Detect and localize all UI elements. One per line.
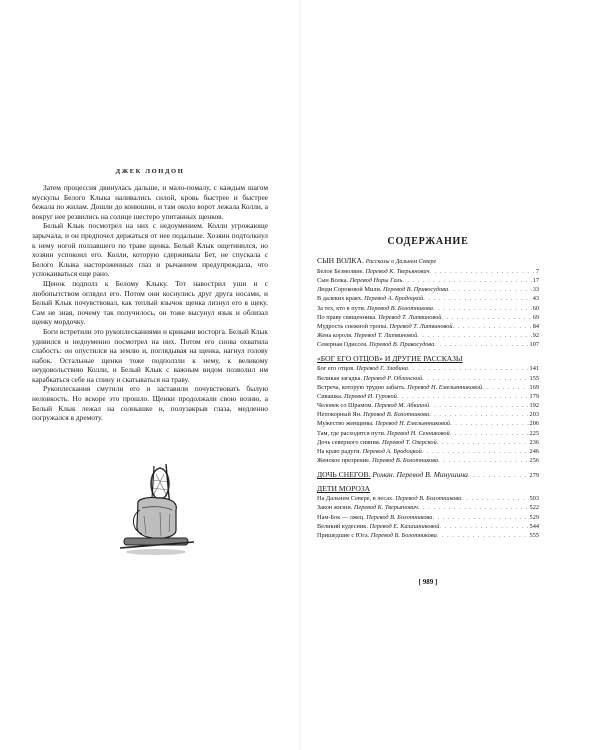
toc-entry[interactable]: Великий кудесник. Перевод Е. Калашниковой . . . 544 [317, 522, 539, 531]
page-number: 522 [529, 504, 539, 512]
toc-entry[interactable]: Нам-Бок — лжец. Перевод В. Болотникова . . . 529 [317, 513, 539, 522]
paragraph: Белый Клык посмотрел на них с недоумением. Колли угрожающе зарычала, и он предпочел держаться от нее подальше. Хозяин подтолкнул к нему ногой ползавшего по траве щенка. Белый Клык ощетинился, но хозяин успокоил его. Колли, которую сдерживала Бет, не спускала с Белого Клыка настороженных глаз и рычанием предупреждала, что успокаиваться еще рано. [32, 221, 268, 279]
page-number: 279 [529, 472, 539, 480]
toc-entry[interactable]: Человек со Шрамом. Перевод М. Абкиной . . . 192 [317, 401, 539, 410]
toc-entry[interactable]: Сивашка. Перевод И. Гуровой . . . 179 [317, 392, 539, 401]
toc-entry[interactable]: По праву священника. Перевод Т. Литвиновой . . . 69 [317, 313, 539, 322]
page-number: 33 [532, 286, 539, 294]
toc-title: СОДЕРЖАНИЕ [387, 236, 469, 247]
backpack-icon [120, 460, 196, 560]
section-heading: ДЕТИ МОРОЗА [317, 484, 371, 494]
toc-entry[interactable]: Жена короля. Перевод Т. Литвиновой . . . 92 [317, 331, 539, 340]
section-subtitle: Рассказы о Дальнем Севере [365, 259, 437, 265]
page-number: 555 [529, 531, 539, 539]
toc-entry[interactable]: На Дальнем Севере, в лесах. Перевод В. Болотникова . . . 503 [317, 494, 539, 503]
toc-section [317, 470, 539, 480]
page-number: 60 [532, 304, 539, 312]
toc-entry[interactable]: Женское презрение. Перевод В. Болотникова . . . 256 [317, 456, 539, 465]
toc-entry[interactable]: Белое Безмолвие. Перевод К. Тверьянович . . . 7 [317, 267, 539, 276]
page-number: 84 [532, 322, 539, 330]
page-number: 69 [532, 313, 539, 321]
toc-entry[interactable]: Мудрость снежной тропы. Перевод Т. Литвиновой . . . 84 [317, 322, 539, 331]
page-number: 225 [529, 429, 539, 437]
page-number: 236 [529, 438, 539, 446]
table-of-contents [317, 256, 539, 545]
page-number: 179 [529, 392, 539, 400]
toc-entry[interactable]: За тех, кто в пути. Перевод В. Болотникова . . . 60 [317, 304, 539, 313]
page-number: 203 [529, 411, 539, 419]
toc-entry[interactable]: Там, где расходятся пути. Перевод Н. Сенниковой . . . 225 [317, 429, 539, 438]
page-number: 169 [529, 383, 539, 391]
toc-entry[interactable]: Бог его отцов. Перевод Г. Злобина . . . 141 [317, 364, 539, 373]
toc-section [317, 256, 539, 349]
right-page [301, 0, 600, 750]
page-number: 107 [529, 341, 539, 349]
section-heading [317, 256, 539, 267]
toc-section [317, 484, 539, 540]
page-number: 246 [529, 447, 539, 455]
page-number: 155 [529, 374, 539, 382]
body-text [32, 183, 268, 423]
toc-entry[interactable]: В далеких краях. Перевод А. Бродоцкой . . . 43 [317, 294, 539, 303]
section-title: СЫН ВОЛКА. [317, 256, 364, 265]
page-number: 92 [532, 332, 539, 340]
toc-entry[interactable]: Непокорный Ян. Перевод В. Болотникова . . . 203 [317, 410, 539, 419]
page-number: 544 [529, 522, 539, 530]
page-number: 192 [529, 402, 539, 410]
paragraph: Щенок подполз к Белому Клыку. Тот навострил уши и с любопытством оглядел его. Потом они коснулись друг друга носами, и Белый Клык почувствовал, как теплый язычок щенка лизнул его в щеку. Сам не зная, почему так получилось, он тоже высунул язык и облизал щенку мордочку. [32, 278, 268, 327]
page-number: 529 [529, 513, 539, 521]
toc-entry[interactable]: На краю радуги. Перевод А. Бродоцкой . . . 246 [317, 447, 539, 456]
page-number-folio: [ 989 ] [418, 578, 438, 586]
toc-entry[interactable]: Мужество женщины. Перевод Н. Емельянниковой . . . 206 [317, 419, 539, 428]
toc-entry[interactable]: Закон жизни. Перевод К. Тверьянович . . . 522 [317, 503, 539, 512]
toc-entry[interactable]: Северная Одиссея. Перевод В. Правосудова . . . 107 [317, 340, 539, 349]
page-number: 141 [529, 365, 539, 373]
running-head: ДЖЕК ЛОНДОН [115, 168, 185, 175]
paragraph: Затем процессия двинулась дальше, и мало-помалу, с каждым шагом мускулы Белого Клыка наливались силой, кровь быстрее и быстрее бежала по жилам. Дошли до конюшни, и там около ворот лежала Колли, а вокруг нее резвились на солнце шестеро упитанных щенков. [32, 183, 268, 221]
page-number: 206 [529, 420, 539, 428]
section-heading: «БОГ ЕГО ОТЦОВ» И ДРУГИЕ РАССКАЗЫ [317, 354, 463, 364]
toc-entry[interactable]: ДОЧЬ СНЕГОВ. Роман. Перевод В. Минушина . . . 279 [317, 470, 539, 480]
page-number: 43 [532, 295, 539, 303]
page-number: 256 [529, 456, 539, 464]
toc-entry[interactable]: Пришедшие с Юга. Перевод В. Болотникова . . . 555 [317, 531, 539, 540]
page-number: 503 [529, 495, 539, 503]
page-number: 7 [535, 268, 539, 275]
toc-section [317, 354, 539, 465]
toc-entry[interactable]: Встреча, которую трудно забыть. Перевод Н. Емельянниковой . . . 169 [317, 383, 539, 392]
paragraph: Боги встретили это рукоплесканиями и криками восторга. Белый Клык удивился и недоуменно посмотрел на них. Потом его снова охватила слабость: он опустился на землю и, поглядывая на щенка, нагнул голову набок. Остальные щенки тоже подползли к нему, к великому неудовольствию Колли, и Белый Клык с важным видом позволил им карабкаться себе на спину и скатываться на траву. [32, 326, 268, 384]
paragraph: Рукоплескания смутили его и заставили почувствовать былую неловкость. Но вскоре это прошло. Щенки продолжали свою возню, а Белый Клык лежал на солнышке и, полузакрыв глаза, медленно погружался в дремоту. [32, 384, 268, 423]
toc-entry[interactable]: Сын Волка. Перевод Норы Галь . . . 17 [317, 276, 539, 285]
toc-entry[interactable]: Люди Сороковой Мили. Перевод В. Правосудова . . . 33 [317, 285, 539, 294]
toc-entry[interactable]: Дочь северного сияния. Перевод Т. Озерской . . . 236 [317, 438, 539, 447]
toc-entry[interactable]: Великая загадка. Перевод Р. Облонской . . . 155 [317, 374, 539, 383]
page-number: 17 [532, 277, 539, 285]
